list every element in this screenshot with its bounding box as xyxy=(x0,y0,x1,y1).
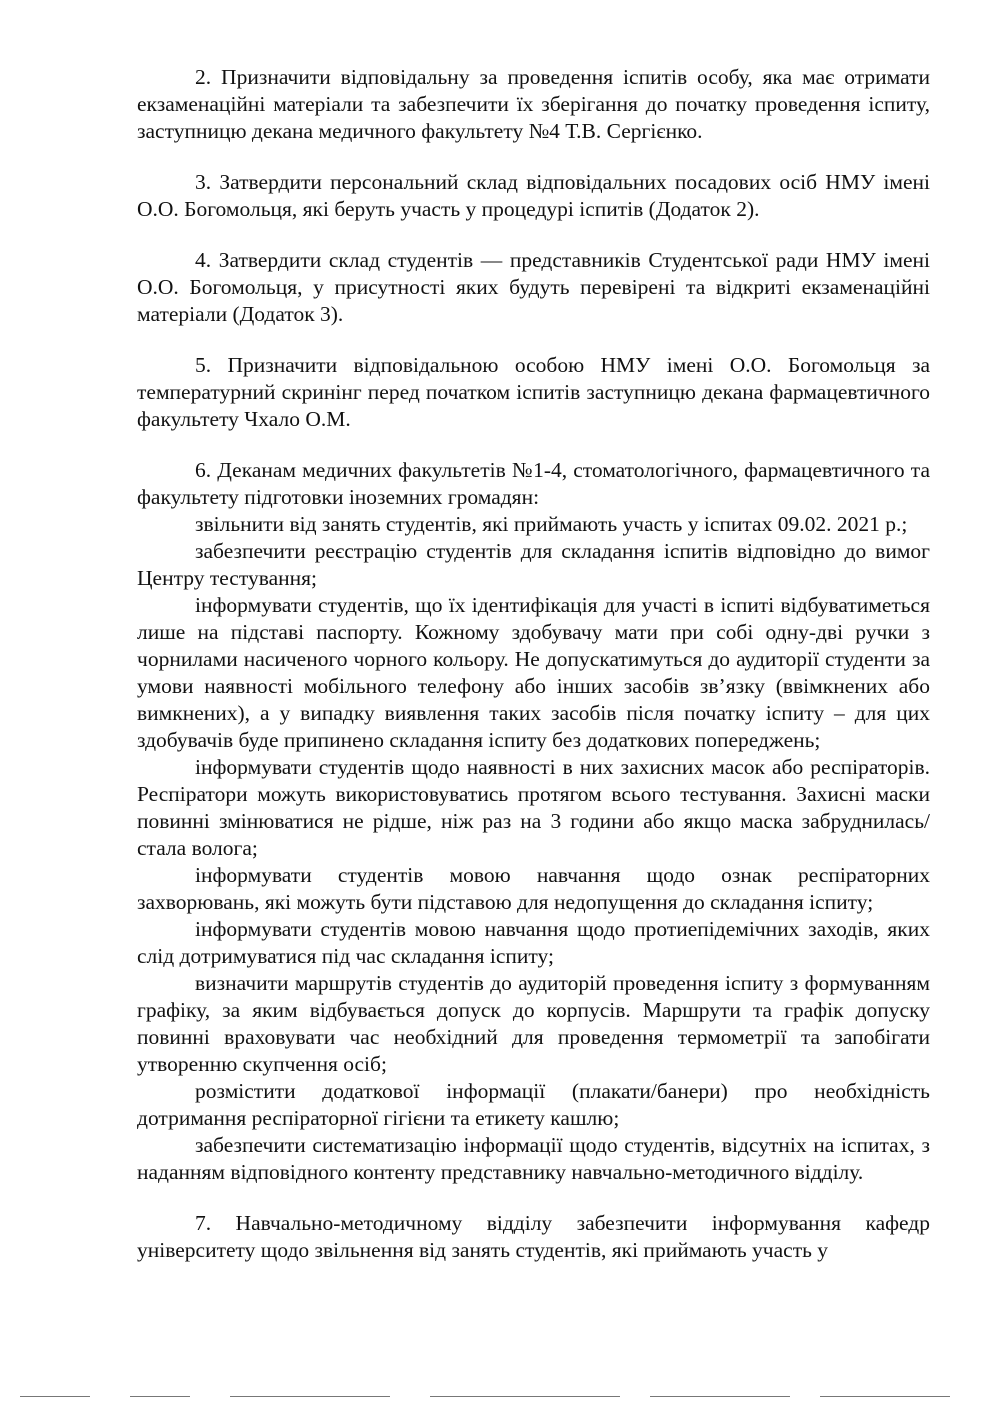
paragraph-6-item: інформувати студентів мовою навчання щодо ознак респіраторних захворювань, які можуть бути підставою для недопущення до складання іспиту; xyxy=(137,863,930,914)
paragraph-6-item: забезпечити систематизацію інформації щодо студентів, відсутніх на іспитах, з наданням відповідного контенту представнику навчально-методичного відділу. xyxy=(137,1133,930,1184)
paragraph-6: 6. Деканам медичних факультетів №1-4, стоматологічного, фармацевтичного та факультету підготовки іноземних громадян: xyxy=(137,458,930,509)
paragraph-7: 7. Навчально-методичному відділу забезпечити інформування кафедр університету щодо звільнення від занять студентів, які приймають участь у xyxy=(137,1211,930,1262)
paragraph-5: 5. Призначити відповідальною особою НМУ імені О.О. Богомольця за температурний скринінг перед початком іспитів заступницю декана фармацевтичного факультету Чхало О.М. xyxy=(137,353,930,431)
footer-divider-segment xyxy=(820,1396,950,1397)
paragraph-6-item: інформувати студентів мовою навчання щодо протиепідемічних заходів, яких слід дотримуватися під час складання іспиту; xyxy=(137,917,930,968)
footer-divider-segment xyxy=(650,1396,790,1397)
paragraph-6-item: забезпечити реєстрацію студентів для складання іспитів відповідно до вимог Центру тестування; xyxy=(137,539,930,590)
footer-divider-segment xyxy=(430,1396,620,1397)
paragraph-6-item: інформувати студентів щодо наявності в них захисних масок або респіраторів. Респіратори можуть використовуватись протягом всього тестування. Захисні маски повинні змінюватися не рідше, ніж раз на 3 години або якщо маска забруднилась/стала волога; xyxy=(137,755,930,860)
paragraph-2: 2. Призначити відповідальну за проведення іспитів особу, яка має отримати екзаменаційні матеріали та забезпечити їх зберігання до початку проведення іспиту, заступницю декана медичного факультету №4 Т.В. Сергієнко. xyxy=(137,65,930,143)
document-page xyxy=(137,64,930,1264)
paragraph-6-item: визначити маршрутів студентів до аудиторій проведення іспиту з формуванням графіку, за яким відбувається допуск до корпусів. Маршрути та графік допуску повинні враховувати час необхідний для проведення термометрії та запобігати утворенню скупчення осіб; xyxy=(137,971,930,1076)
footer-divider-segment xyxy=(230,1396,390,1397)
paragraph-6-item: розмістити додаткової інформації (плакати/банери) про необхідність дотримання респіраторної гігієни та етикету кашлю; xyxy=(137,1079,930,1130)
footer-divider-segment xyxy=(20,1396,90,1397)
paragraph-3: 3. Затвердити персональний склад відповідальних посадових осіб НМУ імені О.О. Богомольця, які беруть участь у процедурі іспитів (Додаток 2). xyxy=(137,170,930,221)
paragraph-4: 4. Затвердити склад студентів — представників Студентської ради НМУ імені О.О. Богомольця, у присутності яких будуть перевірені та відкриті екзаменаційні матеріали (Додаток 3). xyxy=(137,248,930,326)
paragraph-6-item: інформувати студентів, що їх ідентифікація для участі в іспиті відбуватиметься лише на підставі паспорту. Кожному здобувачу мати при собі одну-дві ручки з чорнилами насиченого чорного кольору. Не допускатимуться до аудиторії студенти за умови наявності мобільного телефону або інших засобів зв’язку (ввімкнених або вимкнених), а у випадку виявлення таких засобів після початку іспиту – для цих здобувачів буде припинено складання іспиту без додаткових попереджень; xyxy=(137,593,930,752)
footer-divider-segment xyxy=(130,1396,190,1397)
paragraph-6-item: звільнити від занять студентів, які приймають участь у іспитах 09.02. 2021 р.; xyxy=(195,512,908,536)
